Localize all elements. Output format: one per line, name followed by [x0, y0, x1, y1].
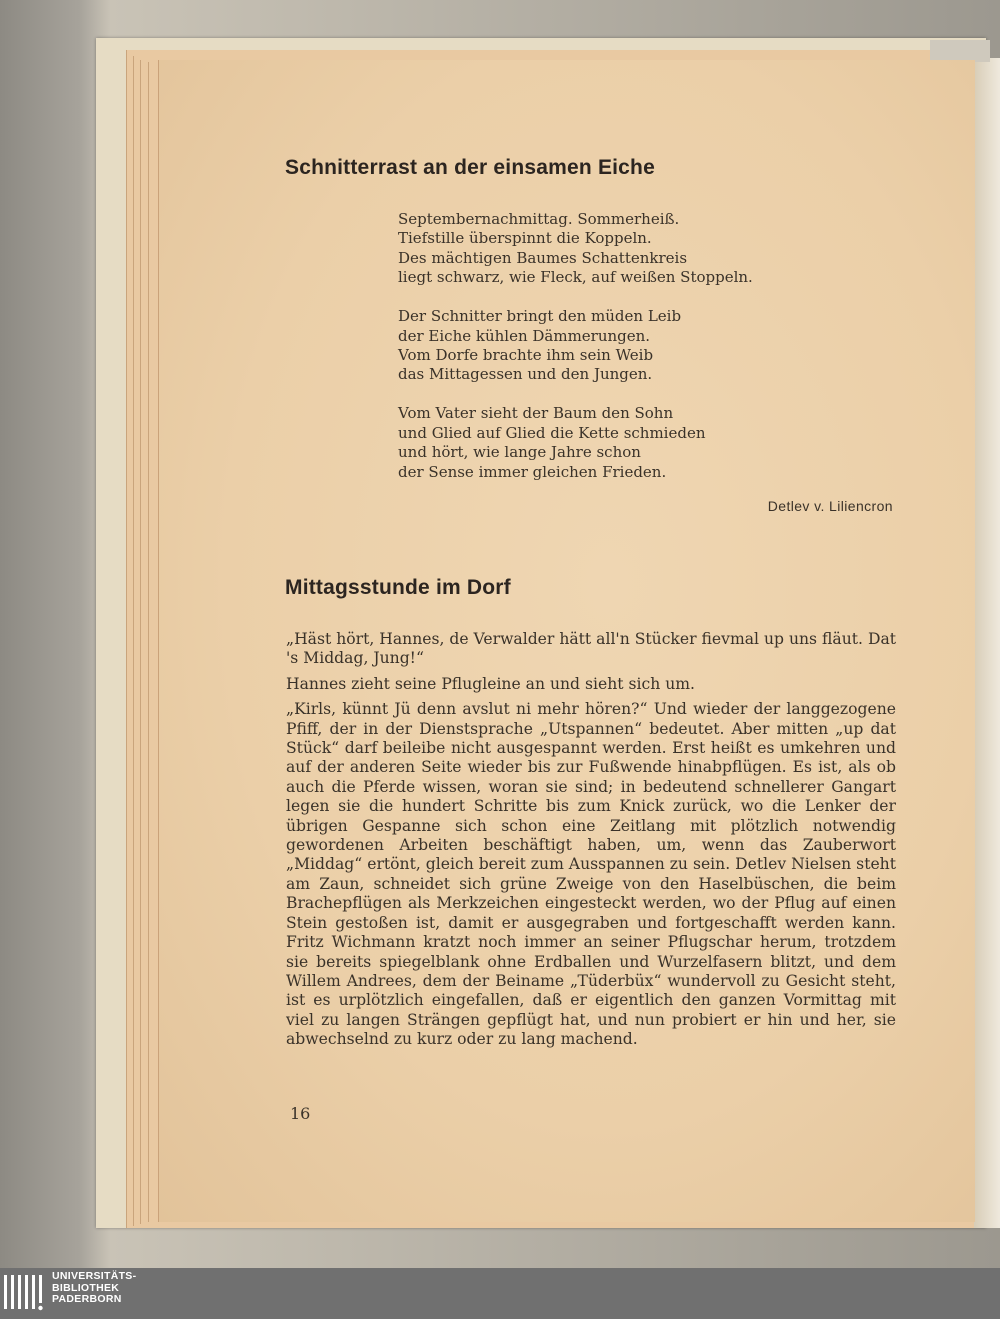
poem-stanza [398, 210, 753, 288]
logo-line: PADERBORN [52, 1293, 122, 1305]
poem-stanza [398, 404, 753, 482]
poem-line: der Eiche kühlen Dämmerungen. [398, 326, 651, 345]
logo-line: UNIVERSITÄTS- [52, 1270, 137, 1282]
corner-tab [930, 40, 990, 62]
poem-line: liegt schwarz, wie Fleck, auf weißen Stoppeln. [398, 268, 753, 287]
library-logo-icon [0, 1273, 48, 1313]
page-number: 16 [290, 1104, 311, 1123]
logo-line: BIBLIOTHEK [52, 1281, 120, 1294]
book-spine-edge [974, 58, 1000, 1228]
poem-body [398, 210, 753, 502]
library-logo-link[interactable] [52, 1271, 136, 1306]
story-paragraph: „Häst hört, Hannes, de Verwalder hätt all'n Stücker fievmal up uns fläut. Dat 's Middag, Jung!“ [286, 630, 897, 668]
poem-stanza [398, 307, 753, 385]
poem-line: das Mittagessen und den Jungen. [398, 365, 653, 384]
poem-line: Septembernachmittag. Sommerheiß. [398, 210, 680, 228]
story-title: Mittagsstunde im Dorf [285, 576, 511, 599]
poem-title: Schnitterrast an der einsamen Eiche [285, 156, 655, 179]
poem-line: und Glied auf Glied die Kette schmieden [398, 423, 706, 442]
poem-line: Vom Dorfe brachte ihm sein Weib [398, 346, 654, 365]
story-paragraph: „Kirls, künnt Jü denn avslut ni mehr hören?“ Und wieder der langgezogene Pfiff, der in der Dienstsprache „Utspannen“ bedeutet. Aber mitten „up dat Stück“ darf beileibe nicht ausgespannt werden. Erst heißt es umkehren und auf der anderen Seite wieder bis zur Fußwende hinabpflügen. Es ist, als ob auch die Pferde wissen, woran sie sind; in bedeutend schnellerer Gangart legen sie die hundert Schritte bis zum Knick zurück, wo die Lenker der übrigen Gespanne sich schon eine Zeitlang mit plötzlich notwendig gewordenen Arbeiten beschäftigt haben, um, wenn das Zauberwort „Middag“ ertönt, gleich bereit zum Ausspannen zu sein. Detlev Nielsen steht am Zaun, schneidet sich grüne Zweige von den Haselbüschen, die beim Brachepflügen als Merkzeichen eingesteckt werden, wo der Pflug auf einen Stein gestoßen ist, damit er ausgegraben und fortgeschafft werden kann. Fritz Wichmann kratzt noch immer an seiner Pflugschar herum, trotzdem sie bereits spiegelblank ohne Erdballen und Wurzelfasern blitzt, und dem Willem Andrees, dem der Beiname „Tüderbüx“ wundervoll zu Gesicht steht, ist es urplötzlich eingefallen, daß er eigentlich den ganzen Vormittag mit viel zu langen Strängen gepflügt hat, und nun probiert er hin und her, sie abwechselnd zu kurz oder zu lang machend. [286, 700, 896, 1049]
poem-line: und hört, wie lange Jahre schon [398, 443, 641, 462]
footer-bar [0, 1268, 1000, 1319]
story-body [286, 630, 896, 1056]
poem-line: Der Schnitter bringt den müden Leib [398, 307, 682, 326]
poem-line: Des mächtigen Baumes Schattenkreis [398, 248, 688, 267]
story-paragraph: Hannes zieht seine Pflugleine an und sieht sich um. [286, 674, 695, 693]
poem-author: Detlev v. Liliencron [767, 498, 893, 514]
poem-line: Vom Vater sieht der Baum den Sohn [398, 404, 674, 423]
poem-line: Tiefstille überspinnt die Koppeln. [398, 229, 652, 248]
poem-line: der Sense immer gleichen Frieden. [398, 462, 667, 481]
